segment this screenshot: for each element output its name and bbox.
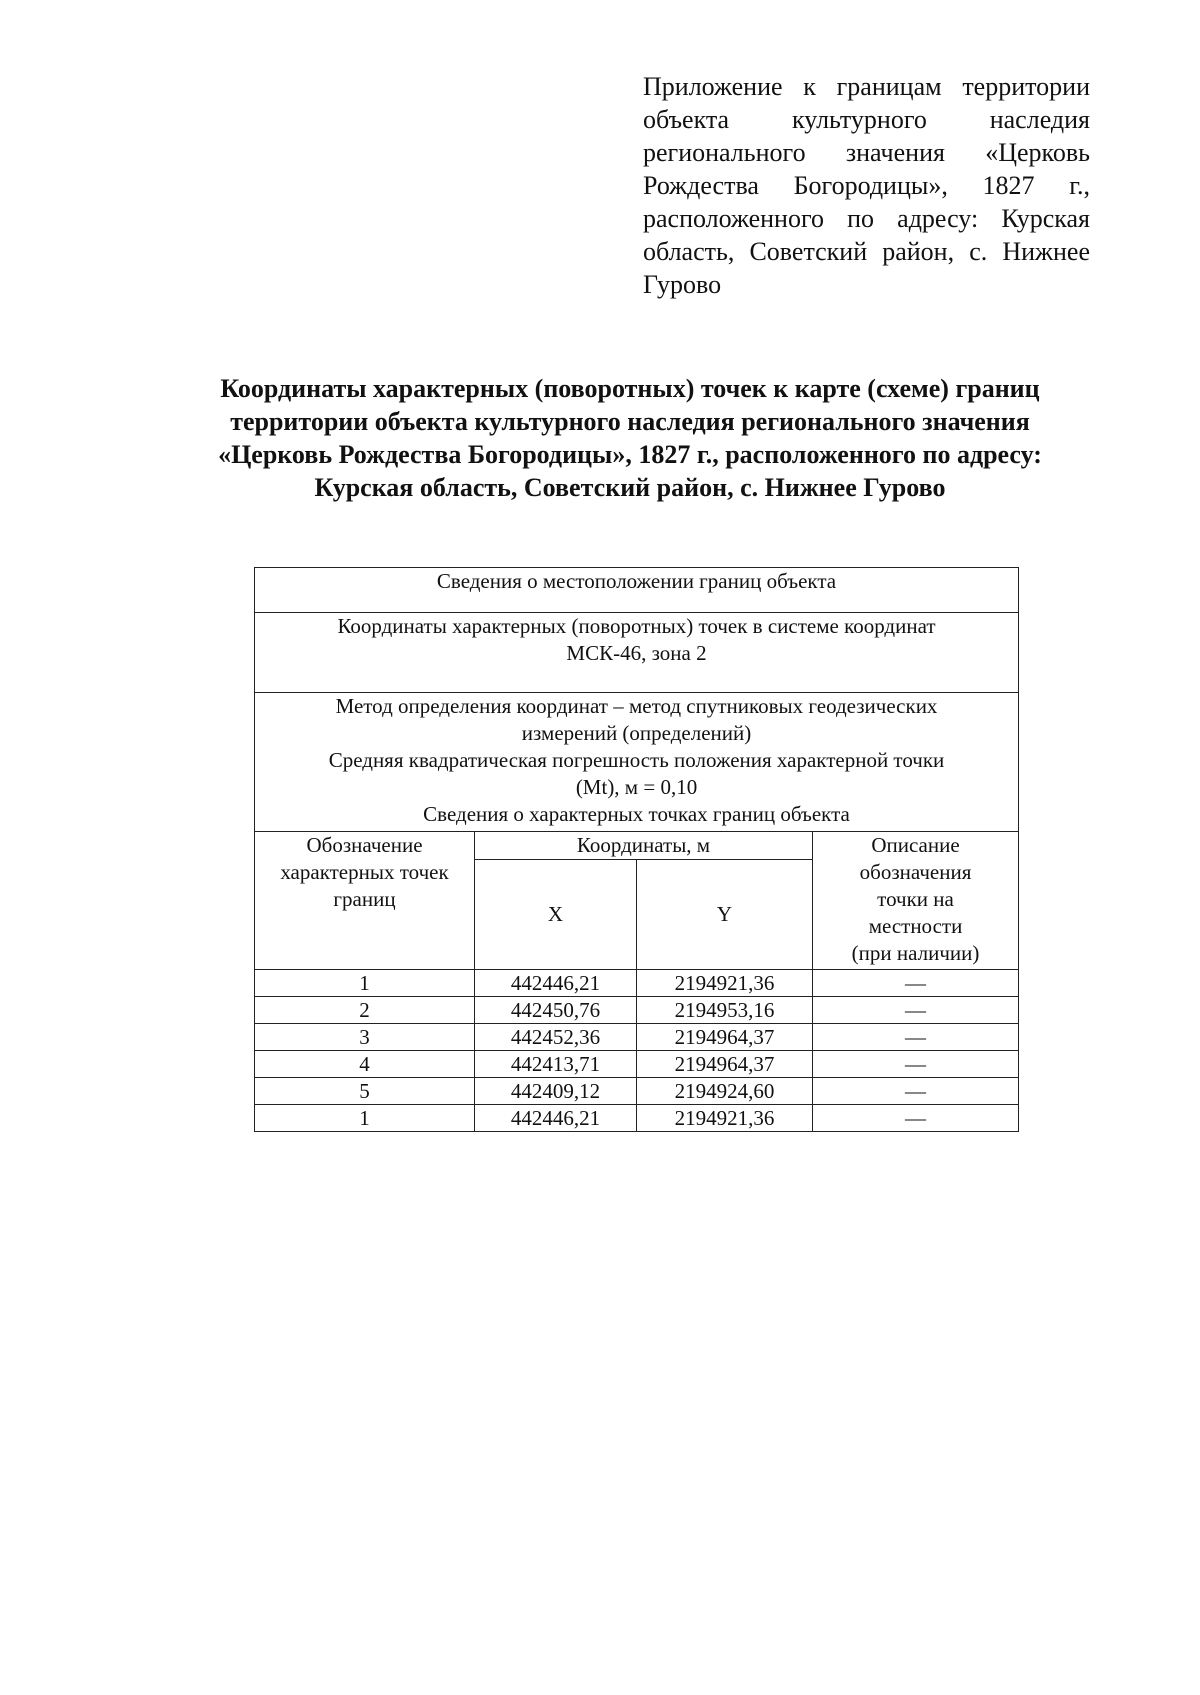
coordinates-table xyxy=(254,567,1019,1132)
point-cell: 5 xyxy=(255,1078,475,1105)
point-cell: 2 xyxy=(255,997,475,1024)
y-header-cell: Y xyxy=(637,860,813,970)
appendix-line: Приложение к границам территории xyxy=(643,72,1090,101)
method-cell xyxy=(255,693,1019,832)
appendix-line: объекта культурного наследия xyxy=(643,105,1090,134)
header-line: точки на xyxy=(877,887,954,911)
document-title xyxy=(160,372,1100,504)
x-cell: 442452,36 xyxy=(475,1024,637,1051)
title-line: территории объекта культурного наследия регионального значения xyxy=(230,407,1030,436)
x-cell: 442446,21 xyxy=(475,1105,637,1132)
y-cell: 2194924,60 xyxy=(637,1078,813,1105)
description-cell: — xyxy=(813,997,1019,1024)
appendix-line: Рождества Богородицы», 1827 г., xyxy=(643,171,1090,200)
header-line: границ xyxy=(333,887,396,911)
title-line: Координаты характерных (поворотных) точек к карте (схеме) границ xyxy=(220,374,1040,403)
coordinate-system-line: Координаты характерных (поворотных) точек в системе координат xyxy=(337,614,936,638)
coordinates-header-cell: Координаты, м xyxy=(475,832,813,860)
point-cell: 1 xyxy=(255,1105,475,1132)
table-row xyxy=(255,613,1019,693)
table-row xyxy=(255,1105,1019,1132)
y-cell: 2194921,36 xyxy=(637,1105,813,1132)
title-line: «Церковь Рождества Богородицы», 1827 г., расположенного по адресу: xyxy=(218,440,1042,469)
method-line: Средняя квадратическая погрешность положения характерной точки xyxy=(328,748,945,772)
y-cell: 2194953,16 xyxy=(637,997,813,1024)
appendix-line: расположенного по адресу: Курская xyxy=(643,204,1090,233)
table-header-row xyxy=(255,832,1019,860)
header-line: Описание xyxy=(871,833,960,857)
header-line: характерных точек xyxy=(280,860,449,884)
x-cell: 442409,12 xyxy=(475,1078,637,1105)
method-line: Сведения о характерных точках границ объекта xyxy=(423,802,850,826)
table-row xyxy=(255,997,1019,1024)
description-cell: — xyxy=(813,1024,1019,1051)
coordinate-system-cell xyxy=(255,613,1019,693)
y-cell: 2194964,37 xyxy=(637,1051,813,1078)
table-row xyxy=(255,693,1019,832)
header-line: (при наличии) xyxy=(851,941,980,965)
coordinate-system-line: МСК-46, зона 2 xyxy=(566,641,707,665)
appendix-line: регионального значения «Церковь xyxy=(643,138,1090,167)
x-header-cell: X xyxy=(475,860,637,970)
description-cell: — xyxy=(813,1105,1019,1132)
description-cell: — xyxy=(813,1051,1019,1078)
y-cell: 2194964,37 xyxy=(637,1024,813,1051)
table-row xyxy=(255,1051,1019,1078)
method-line: измерений (определений) xyxy=(521,721,752,745)
x-cell: 442450,76 xyxy=(475,997,637,1024)
header-line: Обозначение xyxy=(306,833,423,857)
table-row xyxy=(255,1078,1019,1105)
x-cell: 442446,21 xyxy=(475,970,637,997)
table-row xyxy=(255,970,1019,997)
y-cell: 2194921,36 xyxy=(637,970,813,997)
description-cell: — xyxy=(813,970,1019,997)
appendix-line: область, Советский район, xyxy=(643,237,955,266)
point-cell: 4 xyxy=(255,1051,475,1078)
point-cell: 3 xyxy=(255,1024,475,1051)
x-cell: 442413,71 xyxy=(475,1051,637,1078)
method-line: Метод определения координат – метод спутниковых геодезических xyxy=(335,694,938,718)
table-row xyxy=(255,1024,1019,1051)
location-info-cell: Сведения о местоположении границ объекта xyxy=(255,568,1019,613)
point-cell: 1 xyxy=(255,970,475,997)
description-cell: — xyxy=(813,1078,1019,1105)
point-header-cell xyxy=(255,832,475,970)
appendix-note xyxy=(643,70,1090,301)
description-header-cell xyxy=(813,832,1019,970)
method-line: (Mt), м = 0,10 xyxy=(575,775,698,799)
table-row xyxy=(255,568,1019,613)
appendix-line: с. Нижнее Гурово xyxy=(643,237,1090,299)
header-line: местности xyxy=(868,914,963,938)
header-line: обозначения xyxy=(859,860,972,884)
title-line: Курская область, Советский район, с. Нижнее Гурово xyxy=(314,473,946,502)
